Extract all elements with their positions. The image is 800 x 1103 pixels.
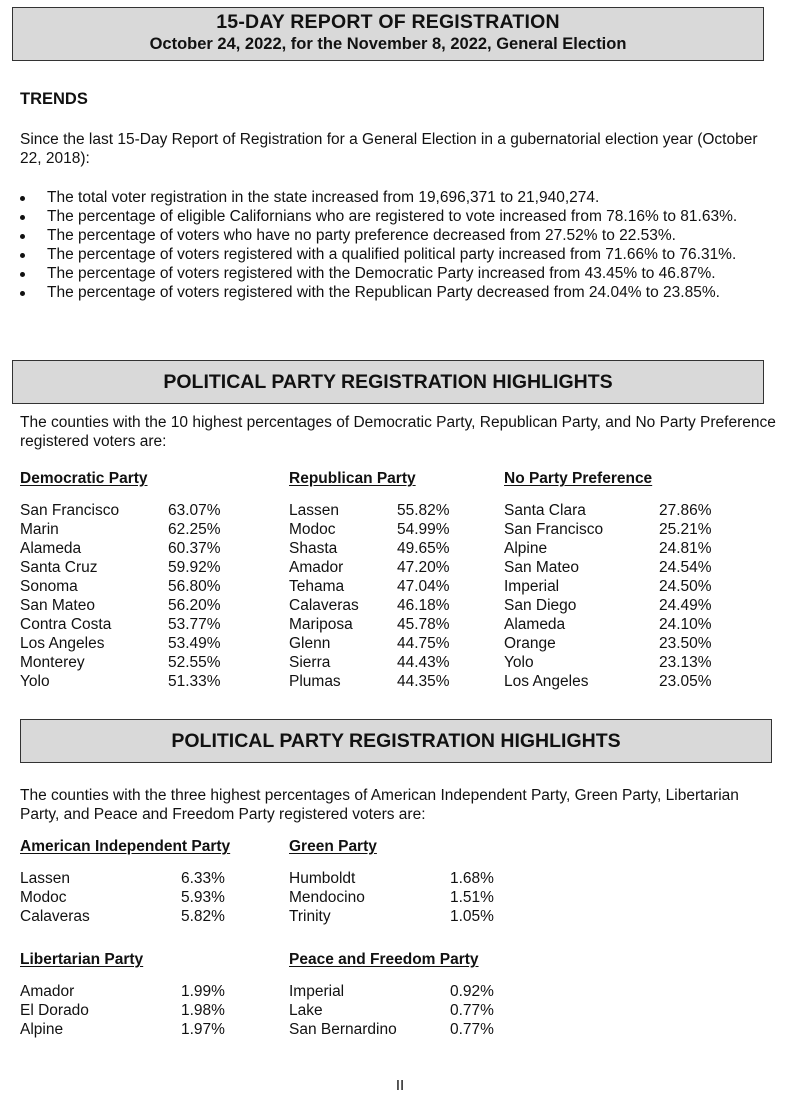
table-row	[504, 615, 724, 634]
party-header: Republican Party	[289, 470, 416, 487]
table-row	[20, 520, 250, 539]
county-name: Sierra	[289, 654, 331, 671]
county-name: Tehama	[289, 578, 345, 595]
county-percentage: 62.25%	[168, 521, 221, 538]
table-row	[20, 888, 260, 907]
county-name: Yolo	[20, 673, 50, 690]
list-item	[20, 207, 780, 226]
bullet-text: The percentage of eligible Californians who are registered to vote increased from 78.16% to 81.63%.	[47, 208, 738, 225]
county-name: Modoc	[20, 889, 67, 906]
table-row	[289, 558, 469, 577]
county-percentage: 23.05%	[659, 673, 712, 690]
table-row	[289, 1001, 509, 1020]
county-percentage: 44.43%	[397, 654, 450, 671]
county-percentage: 54.99%	[397, 521, 450, 538]
county-name: Calaveras	[289, 597, 359, 614]
county-name: Orange	[504, 635, 556, 652]
county-name: San Diego	[504, 597, 577, 614]
county-percentage: 5.82%	[181, 908, 225, 925]
county-name: Amador	[20, 983, 75, 1000]
table-row	[504, 520, 724, 539]
table-row	[504, 634, 724, 653]
county-name: Humboldt	[289, 870, 356, 887]
county-percentage: 51.33%	[168, 673, 221, 690]
county-percentage: 46.18%	[397, 597, 450, 614]
county-percentage: 5.93%	[181, 889, 225, 906]
table-row	[289, 653, 469, 672]
table-row	[20, 869, 260, 888]
county-name: Los Angeles	[504, 673, 589, 690]
table-row	[289, 539, 469, 558]
county-percentage: 0.77%	[450, 1002, 494, 1019]
bullet-text: The percentage of voters who have no party preference decreased from 27.52% to 22.53%.	[47, 227, 676, 244]
county-percentage: 23.50%	[659, 635, 712, 652]
table-row	[20, 596, 250, 615]
county-name: Alameda	[504, 616, 566, 633]
bullet-text: The total voter registration in the state increased from 19,696,371 to 21,940,274.	[47, 189, 600, 206]
table-row	[289, 596, 469, 615]
list-item	[20, 264, 780, 283]
table-row	[289, 982, 509, 1001]
county-percentage: 24.50%	[659, 578, 712, 595]
county-name: Shasta	[289, 540, 338, 557]
county-name: Lassen	[20, 870, 70, 887]
highlights-minor-intro: The counties with the three highest percentages of American Independent Party, Green Party, Libertarian Party, and Peace and Freedom Party registered voters are:	[20, 787, 739, 823]
county-percentage: 24.49%	[659, 597, 712, 614]
party-header: No Party Preference	[504, 470, 653, 487]
county-name: Santa Clara	[504, 502, 586, 519]
bullet-icon	[20, 253, 25, 258]
table-row	[20, 1020, 260, 1039]
county-name: Lake	[289, 1002, 323, 1019]
bullet-icon	[20, 234, 25, 239]
list-item	[20, 245, 780, 264]
table-row	[20, 907, 260, 926]
section-heading: POLITICAL PARTY REGISTRATION HIGHLIGHTS	[171, 730, 621, 752]
table-row	[289, 615, 469, 634]
trends-heading: TRENDS	[20, 90, 88, 108]
table-row	[20, 501, 250, 520]
trends-list	[20, 188, 780, 302]
county-percentage: 1.51%	[450, 889, 494, 906]
party-header: Green Party	[289, 838, 377, 855]
county-percentage: 0.77%	[450, 1021, 494, 1038]
major-party-table	[289, 469, 469, 691]
table-row	[504, 539, 724, 558]
table-row	[289, 907, 509, 926]
county-percentage: 45.78%	[397, 616, 450, 633]
table-row	[289, 672, 469, 691]
county-name: Santa Cruz	[20, 559, 98, 576]
table-row	[289, 869, 509, 888]
county-name: San Francisco	[504, 521, 604, 538]
county-name: San Francisco	[20, 502, 120, 519]
major-party-table	[504, 469, 724, 691]
table-row	[20, 653, 250, 672]
table-row	[20, 577, 250, 596]
county-percentage: 1.68%	[450, 870, 494, 887]
county-percentage: 1.97%	[181, 1021, 225, 1038]
list-item	[20, 226, 780, 245]
table-row	[289, 888, 509, 907]
list-item	[20, 283, 780, 302]
county-name: Alpine	[20, 1021, 64, 1038]
county-percentage: 24.81%	[659, 540, 712, 557]
highlights-banner-minor	[20, 719, 772, 763]
county-name: San Bernardino	[289, 1021, 397, 1038]
report-title: 15-DAY REPORT OF REGISTRATION	[216, 11, 560, 33]
table-row	[20, 982, 260, 1001]
county-name: Imperial	[289, 983, 345, 1000]
report-subtitle: October 24, 2022, for the November 8, 2022, General Election	[149, 35, 627, 53]
table-row	[504, 501, 724, 520]
county-name: Contra Costa	[20, 616, 112, 633]
county-name: Marin	[20, 521, 59, 538]
county-percentage: 59.92%	[168, 559, 221, 576]
county-percentage: 0.92%	[450, 983, 494, 1000]
county-name: Trinity	[289, 908, 331, 925]
bullet-text: The percentage of voters registered with the Republican Party decreased from 24.04% to 23.85%.	[47, 284, 720, 301]
table-row	[504, 672, 724, 691]
bullet-icon	[20, 291, 25, 296]
table-row	[20, 615, 250, 634]
county-name: Calaveras	[20, 908, 90, 925]
report-title-banner	[12, 7, 764, 61]
table-row	[289, 1020, 509, 1039]
county-name: Glenn	[289, 635, 331, 652]
table-row	[20, 1001, 260, 1020]
county-percentage: 6.33%	[181, 870, 225, 887]
party-header: Democratic Party	[20, 470, 148, 487]
table-row	[504, 653, 724, 672]
county-percentage: 56.20%	[168, 597, 221, 614]
county-percentage: 25.21%	[659, 521, 712, 538]
table-row	[504, 577, 724, 596]
table-row	[289, 501, 469, 520]
county-name: Mariposa	[289, 616, 353, 633]
table-row	[289, 634, 469, 653]
county-name: Sonoma	[20, 578, 78, 595]
county-name: San Mateo	[20, 597, 95, 614]
county-percentage: 27.86%	[659, 502, 712, 519]
bullet-text: The percentage of voters registered with a qualified political party increased from 71.66% to 76.31%.	[47, 246, 737, 263]
county-name: Mendocino	[289, 889, 365, 906]
table-row	[20, 634, 250, 653]
county-name: Lassen	[289, 502, 339, 519]
county-percentage: 56.80%	[168, 578, 221, 595]
county-name: Los Angeles	[20, 635, 105, 652]
county-name: El Dorado	[20, 1002, 89, 1019]
county-percentage: 24.54%	[659, 559, 712, 576]
table-row	[289, 520, 469, 539]
minor-party-table	[289, 837, 509, 926]
county-percentage: 63.07%	[168, 502, 221, 519]
table-row	[289, 577, 469, 596]
section-heading: POLITICAL PARTY REGISTRATION HIGHLIGHTS	[163, 371, 613, 393]
county-name: Plumas	[289, 673, 341, 690]
bullet-icon	[20, 196, 25, 201]
county-percentage: 53.49%	[168, 635, 221, 652]
table-row	[20, 539, 250, 558]
highlights-banner-major	[12, 360, 764, 404]
party-header: Peace and Freedom Party	[289, 951, 479, 968]
county-name: Modoc	[289, 521, 336, 538]
county-percentage: 49.65%	[397, 540, 450, 557]
table-row	[20, 672, 250, 691]
trends-intro: Since the last 15-Day Report of Registration for a General Election in a gubernatorial election year (October 22, 2018):	[20, 131, 758, 167]
table-row	[504, 596, 724, 615]
list-item	[20, 188, 780, 207]
county-name: Alameda	[20, 540, 82, 557]
county-percentage: 44.35%	[397, 673, 450, 690]
highlights-major-intro: The counties with the 10 highest percentages of Democratic Party, Republican Party, and No Party Preference registered voters are:	[20, 414, 776, 450]
county-name: Yolo	[504, 654, 534, 671]
county-name: San Mateo	[504, 559, 579, 576]
county-percentage: 47.04%	[397, 578, 450, 595]
county-percentage: 23.13%	[659, 654, 712, 671]
bullet-icon	[20, 215, 25, 220]
county-percentage: 52.55%	[168, 654, 221, 671]
major-party-table	[20, 469, 250, 691]
county-percentage: 1.99%	[181, 983, 225, 1000]
county-percentage: 55.82%	[397, 502, 450, 519]
county-percentage: 60.37%	[168, 540, 221, 557]
county-percentage: 1.05%	[450, 908, 494, 925]
table-row	[20, 558, 250, 577]
county-percentage: 24.10%	[659, 616, 712, 633]
party-header: American Independent Party	[20, 838, 231, 855]
county-percentage: 53.77%	[168, 616, 221, 633]
bullet-icon	[20, 272, 25, 277]
table-row	[504, 558, 724, 577]
county-percentage: 44.75%	[397, 635, 450, 652]
county-name: Imperial	[504, 578, 560, 595]
page-number: II	[395, 1077, 405, 1094]
county-percentage: 47.20%	[397, 559, 450, 576]
county-name: Alpine	[504, 540, 548, 557]
county-percentage: 1.98%	[181, 1002, 225, 1019]
minor-party-table	[20, 837, 260, 926]
county-name: Monterey	[20, 654, 85, 671]
party-header: Libertarian Party	[20, 951, 144, 968]
bullet-text: The percentage of voters registered with the Democratic Party increased from 43.45% to 46.87%.	[47, 265, 716, 282]
minor-party-table	[289, 950, 509, 1039]
county-name: Amador	[289, 559, 344, 576]
minor-party-table	[20, 950, 260, 1039]
